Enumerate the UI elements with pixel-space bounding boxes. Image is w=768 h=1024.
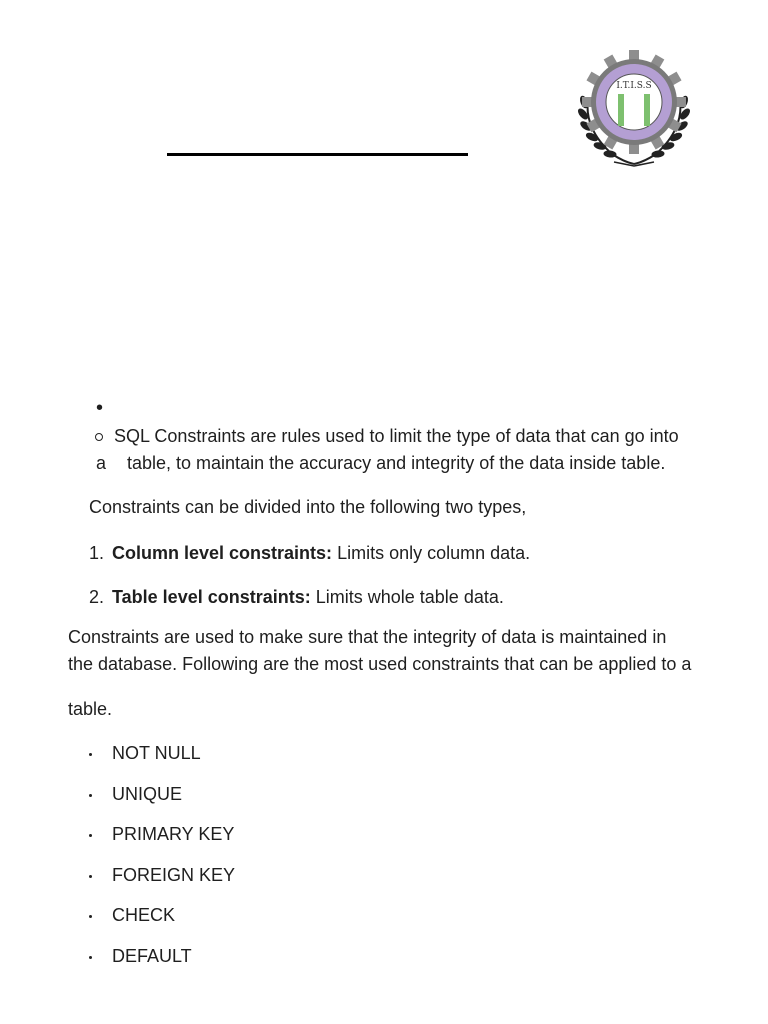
bullet-icon — [89, 915, 92, 918]
type-item-number: 1. — [89, 543, 105, 563]
paragraph-line-3: table. — [68, 699, 113, 719]
list-item: DEFAULT — [112, 946, 192, 966]
bullet-icon — [89, 875, 92, 878]
paragraph-line-2: the database. Following are the most used constraints that can be applied to a — [68, 654, 692, 674]
type-item — [112, 540, 530, 567]
list-item: NOT NULL — [112, 743, 201, 763]
empty-bullet: • — [96, 397, 104, 419]
intro-line-2-prefix: a — [96, 453, 107, 473]
bullet-icon — [89, 834, 92, 837]
institute-logo — [574, 44, 694, 170]
list-item: UNIQUE — [112, 784, 183, 804]
list-item: FOREIGN KEY — [112, 865, 236, 885]
sub-bullet-circle — [95, 433, 103, 441]
title-underline — [167, 153, 468, 156]
type-item-desc: Limits only column data. — [337, 543, 531, 563]
type-item-term: Column level constraints: — [112, 543, 333, 563]
list-item: CHECK — [112, 905, 176, 925]
bullet-icon — [89, 794, 92, 797]
intro-line-1: SQL Constraints are rules used to limit the type of data that can go into — [114, 426, 679, 446]
type-item-desc: Limits whole table data. — [315, 587, 504, 607]
type-item — [112, 584, 504, 611]
bullet-icon — [89, 956, 92, 959]
bullet-icon — [89, 753, 92, 756]
logo-text: I.T.I.S.S — [616, 81, 652, 91]
type-item-number: 2. — [89, 587, 105, 607]
intro-line-2: table, to maintain the accuracy and integrity of the data inside table. — [127, 453, 666, 473]
types-intro: Constraints can be divided into the following two types, — [89, 497, 527, 517]
paragraph-line-1: Constraints are used to make sure that the integrity of data is maintained in — [68, 627, 667, 647]
list-item: PRIMARY KEY — [112, 824, 235, 844]
type-item-term: Table level constraints: — [112, 587, 311, 607]
